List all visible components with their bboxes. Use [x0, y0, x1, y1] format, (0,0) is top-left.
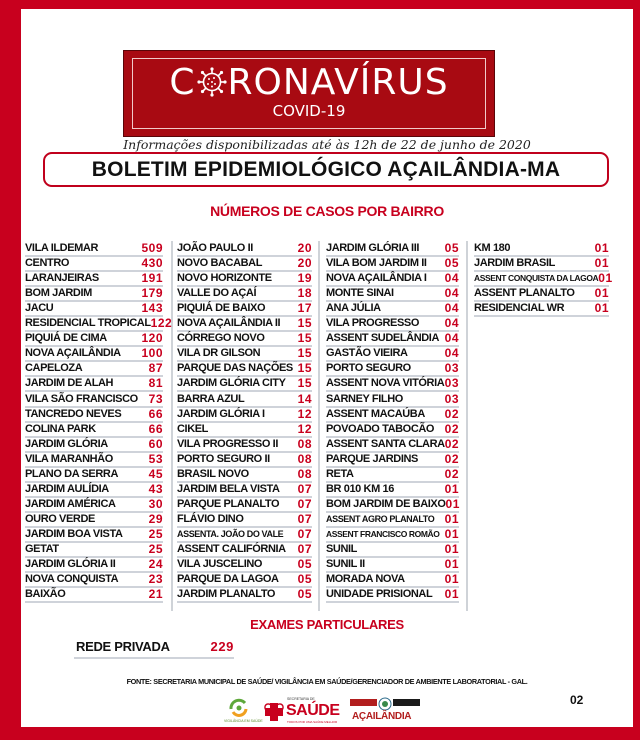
case-count: 01 [444, 511, 459, 526]
neighborhood-name: KM 180 [474, 242, 511, 254]
neighborhood-row [326, 361, 459, 377]
neighborhood-name: VILA DR GILSON [177, 347, 261, 360]
case-count: 08 [297, 436, 312, 451]
neighborhood-row [25, 256, 163, 272]
neighborhood-row [25, 331, 163, 347]
section-title: NÚMEROS DE CASOS POR BAIRRO [210, 203, 444, 219]
case-count: 07 [297, 496, 312, 511]
case-count: 20 [297, 256, 312, 271]
neighborhood-name: JARDIM BRASIL [474, 257, 555, 270]
neighborhood-row [25, 452, 163, 468]
case-count: 430 [141, 256, 163, 271]
neighborhood-row [25, 392, 163, 408]
neighborhood-name: CIKEL [177, 422, 209, 435]
neighborhood-name: OURO VERDE [25, 512, 95, 525]
neighborhood-row [25, 316, 173, 332]
neighborhood-name: VILA ILDEMAR [25, 242, 99, 254]
case-count: 07 [297, 542, 312, 556]
case-count: 04 [444, 331, 459, 346]
neighborhood-row [25, 467, 163, 483]
case-count: 24 [148, 557, 163, 572]
neighborhood-row [474, 286, 609, 302]
virus-icon [197, 66, 227, 96]
neighborhood-row [25, 512, 163, 528]
neighborhood-name: BR 010 KM 16 [326, 482, 394, 495]
case-count: 18 [297, 286, 312, 301]
case-count: 81 [148, 376, 163, 391]
neighborhood-name: ASSENT SANTA CLARA [326, 437, 445, 450]
neighborhood-name: ASSENT NOVA VITÓRIA [326, 377, 445, 390]
case-count: 07 [297, 511, 312, 526]
neighborhood-name: JARDIM DE ALAH [25, 377, 114, 390]
neighborhood-name: PIQUIÁ DE CIMA [25, 332, 107, 345]
neighborhood-row [177, 316, 312, 332]
neighborhood-name: ASSENT SUDELÂNDIA [326, 332, 439, 345]
neighborhood-row [177, 346, 312, 362]
case-count: 07 [297, 526, 312, 541]
case-count: 15 [297, 346, 312, 361]
case-count: 07 [297, 481, 312, 496]
case-count: 120 [141, 331, 163, 346]
case-count: 87 [148, 361, 163, 376]
neighborhood-name: ASSENT CALIFÓRNIA [177, 543, 286, 555]
neighborhood-name: NOVA AÇAILÂNDIA [25, 347, 121, 360]
neighborhood-name: JACU [25, 302, 54, 315]
neighborhood-name: BARRA AZUL [177, 392, 245, 405]
neighborhood-row [326, 467, 459, 483]
case-count: 15 [297, 316, 312, 331]
case-count: 53 [148, 451, 163, 466]
neighborhood-row [474, 301, 609, 317]
case-count: 03 [444, 376, 459, 391]
neighborhood-name: PARQUE PLANALTO [177, 497, 280, 510]
case-count: 02 [444, 436, 460, 451]
neighborhood-row [25, 407, 163, 423]
case-count: 12 [297, 406, 312, 421]
acailandia-flag-icon [350, 697, 420, 711]
exames-title: EXAMES PARTICULARES [250, 617, 404, 632]
neighborhood-name: PORTO SEGURO II [177, 452, 270, 465]
case-count: 20 [297, 241, 312, 255]
case-count: 19 [297, 271, 312, 286]
neighborhood-row [326, 346, 459, 362]
neighborhood-row [326, 557, 459, 573]
case-count: 191 [141, 271, 163, 286]
neighborhood-row [177, 301, 312, 317]
case-count: 15 [297, 361, 312, 376]
neighborhood-row [177, 527, 312, 543]
case-count: 66 [148, 406, 163, 421]
neighborhood-row [177, 452, 312, 468]
neighborhood-name: PARQUE DAS NAÇÕES [177, 362, 293, 375]
neighborhood-name: RETA [326, 467, 354, 480]
neighborhood-name: GETAT [25, 543, 59, 555]
case-count: 01 [444, 557, 459, 572]
case-count: 02 [444, 421, 459, 436]
neighborhood-name: VILA PROGRESSO [326, 317, 420, 330]
case-count: 23 [148, 572, 163, 587]
case-count: 01 [594, 256, 609, 271]
bulletin-page [21, 9, 633, 727]
neighborhood-row [326, 422, 459, 438]
case-count: 15 [297, 331, 312, 346]
neighborhood-name: GASTÃO VIEIRA [326, 347, 408, 360]
case-count: 25 [148, 542, 163, 556]
neighborhood-name: CENTRO [25, 257, 70, 270]
column-divider [318, 241, 320, 611]
coronavirus-banner [123, 50, 495, 137]
neighborhood-name: NOVO BACABAL [177, 257, 263, 270]
source-footnote: FONTE: SECRETARIA MUNICIPAL DE SAÚDE/ VIGILÂNCIA EM SAÚDE/GERENCIADOR DE AMBIENTE LABORATORIAL - GAL. [126, 677, 528, 686]
info-date-line: Informações disponibilizadas até às 12h de 22 de junho de 2020 [123, 137, 531, 152]
neighborhood-name: JARDIM GLÓRIA III [326, 242, 420, 254]
neighborhood-name: SARNEY FILHO [326, 392, 403, 405]
case-count: 100 [141, 346, 163, 361]
neighborhood-name: BRASIL NOVO [177, 467, 249, 480]
neighborhood-name: VILA MARANHÃO [25, 452, 113, 465]
neighborhood-name: ASSENTA. JOÃO DO VALE [177, 528, 284, 539]
acailandia-logo-text: AÇAILÂNDIA [352, 711, 412, 722]
case-count: 04 [444, 286, 459, 301]
neighborhood-name: NOVO HORIZONTE [177, 272, 272, 285]
case-count: 143 [141, 301, 163, 316]
banner-title [133, 63, 485, 103]
case-count: 60 [148, 436, 163, 451]
neighborhood-row [177, 572, 312, 588]
rede-privada-row [74, 637, 234, 659]
case-count: 05 [297, 557, 312, 572]
neighborhood-row [177, 542, 312, 558]
neighborhood-row [177, 437, 312, 453]
neighborhood-name: JARDIM GLÓRIA CITY [177, 377, 286, 390]
case-count: 122 [150, 316, 173, 331]
neighborhood-row [326, 527, 459, 543]
neighborhood-row [177, 286, 312, 302]
case-count: 05 [444, 256, 459, 271]
neighborhood-row [326, 241, 459, 257]
neighborhood-name: NOVA CONQUISTA [25, 573, 119, 586]
case-count: 17 [297, 301, 312, 316]
case-count: 01 [444, 526, 459, 541]
case-count: 01 [444, 481, 459, 496]
neighborhood-name: RESIDENCIAL TROPICAL [25, 317, 151, 330]
neighborhood-name: PARQUE DA LAGOA [177, 573, 279, 586]
neighborhood-name: MORADA NOVA [326, 573, 405, 586]
neighborhood-name: VILA PROGRESSO II [177, 437, 278, 450]
neighborhood-name: LARANJEIRAS [25, 272, 99, 285]
neighborhood-name: NOVA AÇAILÂNDIA I [326, 272, 427, 285]
neighborhood-name: JARDIM BOA VISTA [25, 527, 123, 540]
neighborhood-row [326, 542, 459, 558]
saude-secretaria-text: SECRETARIA DE [287, 697, 315, 701]
neighborhood-row [326, 376, 459, 392]
column-divider [466, 241, 468, 611]
neighborhood-name: JOÃO PAULO II [177, 242, 253, 254]
neighborhood-row [326, 437, 459, 453]
neighborhood-row [177, 271, 312, 287]
neighborhood-name: MONTE SINAI [326, 287, 394, 300]
neighborhood-row [326, 286, 459, 302]
case-count: 05 [297, 572, 312, 587]
neighborhood-name: JARDIM BELA VISTA [177, 482, 280, 495]
neighborhood-row [326, 301, 459, 317]
vigilancia-emblem-icon [226, 697, 252, 719]
case-count: 03 [444, 361, 459, 376]
case-count: 08 [297, 451, 312, 466]
neighborhood-row [25, 482, 163, 498]
neighborhood-row [25, 241, 163, 257]
neighborhood-name: VALLE DO AÇAÍ [177, 287, 257, 300]
rede-privada-value: 229 [210, 639, 234, 654]
banner-title-rest: RONAVÍRUS [227, 62, 449, 103]
neighborhood-name: CÓRREGO NOVO [177, 332, 265, 345]
neighborhood-name: ASSENT FRANCISCO ROMÃO [326, 528, 440, 539]
bulletin-title: BOLETIM EPIDEMIOLÓGICO AÇAILÂNDIA-MA [43, 152, 609, 187]
neighborhood-name: JARDIM PLANALTO [177, 588, 276, 601]
neighborhood-name: SUNIL II [326, 558, 365, 571]
neighborhood-name: JARDIM AULÍDIA [25, 482, 109, 495]
neighborhood-row [326, 316, 459, 332]
neighborhood-row [25, 572, 163, 588]
neighborhood-name: TANCREDO NEVES [25, 407, 122, 420]
case-count: 179 [141, 286, 163, 301]
neighborhood-name: JARDIM GLÓRIA [25, 437, 108, 450]
neighborhood-row [177, 256, 312, 272]
neighborhood-row [474, 241, 609, 257]
case-count: 43 [148, 481, 163, 496]
saude-logo [262, 697, 344, 727]
neighborhood-row [326, 452, 459, 468]
neighborhood-name: PORTO SEGURO [326, 362, 411, 375]
neighborhood-name: POVOADO TABOCÃO [326, 422, 435, 435]
neighborhood-row [326, 482, 459, 498]
neighborhood-row [177, 482, 312, 498]
neighborhood-name: FLÁVIO DINO [177, 512, 244, 525]
case-count: 73 [148, 391, 163, 406]
neighborhood-name: BOM JARDIM DE BAIXO [326, 497, 446, 510]
neighborhood-row [25, 557, 163, 573]
banner-title-c: C [169, 62, 196, 103]
red-cross-icon [262, 700, 286, 724]
vigilancia-logo-text: VIGILÂNCIA EM SAÚDE [224, 719, 263, 723]
case-count: 01 [444, 587, 459, 602]
case-count: 04 [444, 316, 459, 331]
neighborhood-row [326, 407, 459, 423]
neighborhood-name: COLINA PARK [25, 422, 96, 435]
neighborhood-name: SUNIL [326, 543, 358, 555]
neighborhood-row [25, 286, 163, 302]
case-count: 21 [148, 587, 163, 602]
neighborhood-name: PIQUIÁ DE BAIXO [177, 302, 266, 315]
neighborhood-row [474, 256, 609, 272]
saude-logo-text: SAÚDE [286, 702, 340, 719]
neighborhood-row [25, 422, 163, 438]
neighborhood-name: CAPELOZA [25, 362, 83, 375]
saude-tagline: TODOS POR UMA SAÚDE MELHOR [287, 720, 338, 724]
neighborhood-row [25, 587, 163, 603]
neighborhood-name: PARQUE JARDINS [326, 452, 418, 465]
case-count: 04 [444, 271, 459, 286]
neighborhood-name: PLANO DA SERRA [25, 467, 118, 480]
case-count: 12 [297, 421, 312, 436]
case-count: 05 [297, 587, 312, 602]
neighborhood-name: JARDIM GLÓRIA II [25, 558, 116, 571]
case-count: 02 [444, 466, 459, 481]
neighborhood-row [25, 497, 163, 513]
case-count: 01 [445, 496, 460, 511]
neighborhood-row [177, 392, 312, 408]
neighborhood-row [177, 241, 312, 257]
neighborhood-name: VILA SÃO FRANCISCO [25, 392, 138, 405]
neighborhood-row [177, 497, 312, 513]
neighborhood-row [177, 587, 312, 603]
neighborhood-row [25, 301, 163, 317]
neighborhood-name: ASSENT CONQUISTA DA LAGOA [474, 273, 599, 284]
neighborhood-row [177, 512, 312, 528]
case-count: 01 [594, 301, 609, 316]
neighborhood-row [25, 271, 163, 287]
neighborhood-row [177, 422, 312, 438]
neighborhood-row [326, 497, 459, 513]
neighborhood-name: NOVA AÇAILÂNDIA II [177, 317, 281, 330]
case-count: 15 [297, 376, 312, 391]
case-count: 08 [297, 466, 312, 481]
case-count: 02 [444, 406, 459, 421]
neighborhood-row [177, 557, 312, 573]
case-count: 02 [444, 451, 459, 466]
case-count: 14 [297, 391, 312, 406]
neighborhood-name: ASSENT AGRO PLANALTO [326, 513, 435, 524]
neighborhood-row [326, 331, 459, 347]
case-count: 25 [148, 526, 163, 541]
case-count: 66 [148, 421, 163, 436]
neighborhood-name: BAIXÃO [25, 588, 66, 601]
neighborhood-row [177, 331, 312, 347]
neighborhood-name: ASSENT MACAÚBA [326, 407, 425, 420]
neighborhood-row [326, 271, 459, 287]
case-count: 01 [594, 286, 609, 301]
case-count: 509 [141, 241, 163, 255]
neighborhood-name: RESIDENCIAL WR [474, 302, 565, 315]
neighborhood-row [177, 376, 312, 392]
neighborhood-name: VILA JUSCELINO [177, 558, 263, 571]
neighborhood-name: JARDIM GLÓRIA I [177, 407, 265, 420]
rede-privada-label: REDE PRIVADA [76, 639, 170, 654]
prefeitura-acailandia-logo [350, 697, 420, 727]
neighborhood-row [177, 361, 312, 377]
case-count: 45 [148, 466, 163, 481]
page-number: 02 [570, 693, 584, 707]
neighborhood-row [326, 587, 459, 603]
case-count: 04 [444, 301, 459, 316]
footer-logos [226, 697, 426, 727]
neighborhood-name: ANA JÚLIA [326, 302, 381, 315]
case-count: 04 [444, 346, 459, 361]
neighborhood-name: BOM JARDIM [25, 287, 92, 300]
case-count: 01 [444, 572, 459, 587]
neighborhood-name: UNIDADE PRISIONAL [326, 588, 433, 601]
column-divider [171, 241, 173, 611]
neighborhood-row [25, 437, 163, 453]
neighborhood-row [326, 392, 459, 408]
neighborhood-row [177, 407, 312, 423]
neighborhood-row [177, 467, 312, 483]
banner-frame [132, 58, 486, 129]
neighborhood-name: JARDIM AMÉRICA [25, 497, 116, 510]
case-count: 05 [444, 241, 459, 255]
vigilancia-logo [224, 697, 263, 727]
case-count: 03 [444, 391, 459, 406]
banner-subtitle: COVID-19 [272, 102, 346, 120]
case-count: 29 [148, 511, 163, 526]
neighborhood-row [326, 512, 459, 528]
neighborhood-row [326, 256, 459, 272]
neighborhood-row [474, 271, 613, 287]
neighborhood-name: VILA BOM JARDIM II [326, 257, 427, 270]
case-count: 01 [594, 241, 609, 255]
neighborhood-name: ASSENT PLANALTO [474, 287, 575, 300]
neighborhood-row [25, 361, 163, 377]
case-count: 30 [148, 496, 163, 511]
case-count: 01 [598, 271, 613, 286]
neighborhood-row [25, 527, 163, 543]
case-count: 01 [444, 542, 459, 556]
neighborhood-row [25, 346, 163, 362]
neighborhood-row [326, 572, 459, 588]
neighborhood-row [25, 376, 163, 392]
neighborhood-row [25, 542, 163, 558]
